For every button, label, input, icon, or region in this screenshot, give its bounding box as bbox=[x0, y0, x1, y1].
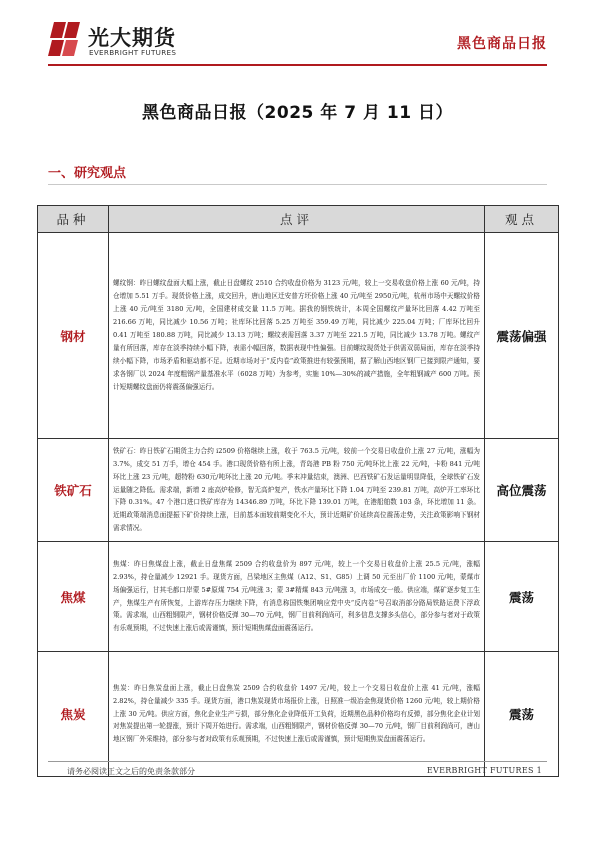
page-header bbox=[0, 0, 595, 70]
view-cell: 震荡 bbox=[485, 652, 559, 777]
company-logo bbox=[48, 18, 198, 63]
section-divider bbox=[48, 184, 547, 185]
disclaimer-note: 请务必阅读正文之后的免责条款部分 bbox=[67, 767, 195, 776]
research-views-table bbox=[37, 205, 559, 777]
footer-divider bbox=[48, 761, 547, 762]
view-cell: 震荡 bbox=[485, 542, 559, 652]
footer-brand-page-number: EVERBRIGHT FUTURES 1 bbox=[426, 766, 542, 775]
column-header-comment: 点评 bbox=[109, 206, 485, 233]
table-row bbox=[38, 233, 559, 439]
column-header-variety: 品种 bbox=[38, 206, 109, 233]
table-row bbox=[38, 439, 559, 542]
table-header-row bbox=[38, 206, 559, 233]
comment-cell: 铁矿石：昨日铁矿石期货主力合约 i2509 价格继续上涨，收于 763.5 元/吨，较前一个交易日收盘价上涨 27 元/吨，涨幅为 3.7%，成交 51 万手，增仓 454 手。港口现货价格有所上涨，青岛港 PB 粉 750 元/吨环比上涨 22 元/吨，卡粉 841 元/吨环比上涨 23 元/吨，超特粉 630元/吨环比上涨 20 元/吨。季末冲量结束，澳洲、巴西铁矿石发运量明显降低，全球铁矿石发运量随之降低。需求端，新增 2 座高炉检修，智无高炉复产，铁水产量环比下降 1.04 万吨至 239.81 万吨，高炉开工率环比下降 0.31%。47 个港口进口铁矿库存为 14346.89 万吨，环比下降 139.01 万吨，在港船舶数 103 条，环比增加 11 条。近期政策端消息面提振下矿价持续上涨，目前基本面较前期变化不大，预计近期矿价延续高位震荡走势，关注政策影响下钢材需求情况。 bbox=[109, 439, 485, 542]
document-title: 黑色商品日报（2025 年 7 月 11 日） bbox=[142, 103, 453, 123]
comment-cell: 螺纹钢：昨日螺纹盘面大幅上涨，截止日盘螺纹 2510 合约收盘价格为 3123 元/吨，较上一交易收盘价格上涨 60 元/吨，持仓增加 5.51 万手。现货价格上涨，成交回升，唐山地区迁安普方坯价格上涨 40 元/吨至 2950元/吨，杭州市场中天螺纹价格上涨 40 元/吨至 3180 元/吨，全国建材成交量 11.5 万吨。据我的钢铁统计，本周全国螺纹产量环比回落 4.42 万吨至 216.66 万吨，同比减少 10.56 万吨；社库环比回落 5.25 万吨至 359.49 万吨，同比减少 225.04 万吨；厂库环比回升 0.41 万吨至 180.88 万吨，同比减少 13.13 万吨；螺纹表需回落 3.37 万吨至 221.5 万吨，同比减少 13.78 万吨。螺纹产量有所回落，库存在淡季持续小幅下降，表需小幅回落，数据表现中性偏强。目前螺纹现货处于供需双弱局面，库存在淡季持续小幅下降，市场矛盾和驱动都不足。近期市场对于“反内卷”政策推进有较强预期，据了解山西地区钢厂已接到限产通知，要求各钢厂以 2024 年度粗钢产量基准水平（6028 万吨）为参考，实施 10%—30%的减产措施，全年粗钢减产 600 万吨。预计短期螺纹盘面仍将震荡偏强运行。 bbox=[109, 233, 485, 439]
header-divider bbox=[48, 64, 547, 66]
section-heading: 一、研究观点 bbox=[48, 166, 127, 181]
variety-cell: 铁矿石 bbox=[38, 439, 109, 542]
column-header-view: 观点 bbox=[485, 206, 559, 233]
table-row bbox=[38, 652, 559, 777]
variety-cell: 焦炭 bbox=[38, 652, 109, 777]
logo-chinese-name: 光大期货 bbox=[88, 26, 176, 50]
comment-cell: 焦煤：昨日焦煤盘上涨，截止日盘焦煤 2509 合约收盘价为 897 元/吨，较上一个交易日收盘价上涨 25.5 元/吨，涨幅 2.93%，持仓量减少 12921 手。现货方面，吕梁地区主焦煤（A12、S1、G85）上调 50 元至出厂价 1100 元/吨，蒙煤市场偏强运行，甘其毛都口岸蒙 5#原煤 754 元/吨涨 3；蒙 3#精煤 843 元/吨涨 3，市场成交一般。供应端，煤矿逐步复工生产，焦煤生产有所恢复，上游库存压力继续下降，有消息称国铁集团响应党中央“反内卷”号召取消部分路局铁路运费下浮政策。需求端，山西粗钢限产，钢材价格反弹 30—70 元/吨，钢厂目前利润尚可，利多信息支撑多头信心，部分参与者对于政策有乐观预期，不过快速上涨后或需谨慎，预计短期焦煤盘面震荡运行。 bbox=[109, 542, 485, 652]
everbright-logo-icon bbox=[48, 18, 88, 60]
variety-cell: 钢材 bbox=[38, 233, 109, 439]
report-name: 黑色商品日报 bbox=[457, 36, 547, 52]
view-cell: 高位震荡 bbox=[485, 439, 559, 542]
view-cell: 震荡偏强 bbox=[485, 233, 559, 439]
variety-cell: 焦煤 bbox=[38, 542, 109, 652]
table-row bbox=[38, 542, 559, 652]
comment-cell: 焦炭：昨日焦炭盘面上涨，截止日盘焦炭 2509 合约收盘价 1497 元/吨，较上一个交易日收盘价上涨 41 元/吨，涨幅 2.82%，持仓量减少 335 手。现货方面，港口焦炭现货市场报价上涨，日照准一级冶金焦现货价格 1260 元/吨，较上期价格上涨 30 元/吨。供应方面，焦化企业生产亏损，部分焦化企业降低开工负荷，近期黑色品种价格均有反弹，部分焦化企业计划对焦炭提出第一轮提涨，预计下周开始进行。需求端，山西粗钢限产，钢材价格反弹 30—70 元/吨，钢厂目前利润尚可，唐山地区钢厂外采维持，部分参与者对政策有乐观预期，不过快速上涨后或需谨慎，预计短期焦炭盘面震荡运行。 bbox=[109, 652, 485, 777]
logo-english-name: EVERBRIGHT FUTURES bbox=[89, 48, 177, 57]
